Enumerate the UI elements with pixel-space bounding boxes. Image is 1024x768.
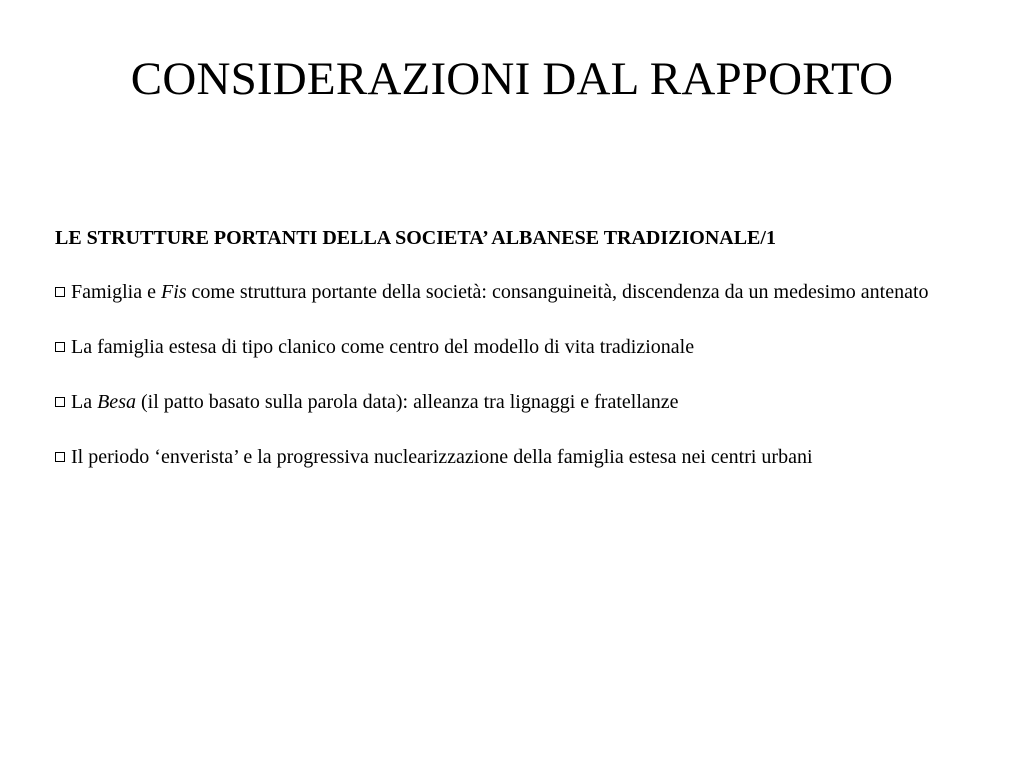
slide-title: CONSIDERAZIONI DAL RAPPORTO <box>130 53 894 105</box>
checkbox-icon <box>55 342 65 352</box>
bullet-item-besa <box>55 389 952 416</box>
bullet-text: Il periodo ‘enverista’ e la progressiva nuclearizzazione della famiglia estesa nei centri urbani <box>71 446 813 468</box>
bullet-text: La famiglia estesa di tipo clanico come centro del modello di vita tradizionale <box>71 336 695 358</box>
checkbox-icon <box>55 452 65 462</box>
bullet-item-famiglia-fis <box>55 279 952 306</box>
section-subtitle: LE STRUTTURE PORTANTI DELLA SOCIETA’ ALBANESE TRADIZIONALE/1 <box>55 227 776 249</box>
checkbox-icon <box>55 287 65 297</box>
slide-content <box>55 225 952 471</box>
bullet-text-after: (il patto basato sulla parola data): alleanza tra lignaggi e fratellanze <box>135 391 679 413</box>
bullet-item-periodo-enverista <box>55 444 952 471</box>
checkbox-icon <box>55 397 65 407</box>
bullet-text-after: come struttura portante della società: consanguineità, discendenza da un medesimo antenato <box>186 281 929 303</box>
bullet-emphasis-fis: Fis <box>160 281 187 303</box>
bullet-item-famiglia-estesa <box>55 334 952 361</box>
bullet-emphasis-besa: Besa <box>97 391 136 413</box>
bullet-text-before: Famiglia e <box>71 281 161 303</box>
bullet-text-before: La <box>71 391 98 413</box>
